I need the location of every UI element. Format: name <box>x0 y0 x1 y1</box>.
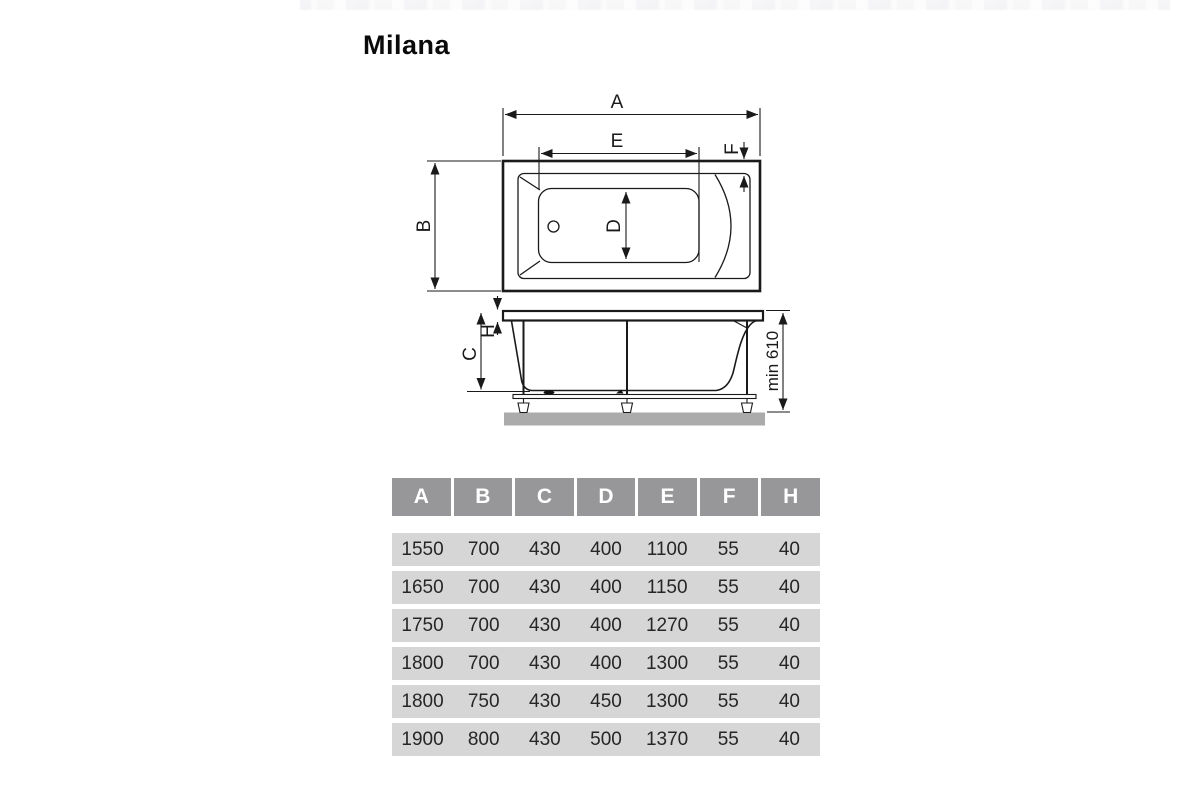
table-cell: 40 <box>778 690 800 712</box>
page-title: Milana <box>363 30 451 60</box>
table-rows <box>392 533 820 756</box>
table-cell: 40 <box>778 614 800 636</box>
table-cell: 1100 <box>646 538 688 560</box>
dim-label-F: F <box>722 143 743 155</box>
table-row <box>392 609 820 642</box>
table-cell: 430 <box>529 538 561 560</box>
tub-profile <box>512 321 758 391</box>
frame-foot-right <box>742 399 753 413</box>
table-cell: 430 <box>529 728 561 750</box>
side-view <box>460 296 790 426</box>
dim-label-B: B <box>414 219 435 233</box>
dimension-table <box>392 478 820 761</box>
dim-label-H: H <box>478 324 499 338</box>
table-cell: 40 <box>778 652 800 674</box>
tub-end-slope-arc <box>715 175 731 278</box>
table-row <box>392 685 820 718</box>
table-cell: 55 <box>717 652 739 674</box>
frame-foot-left <box>518 399 529 413</box>
table-row <box>392 571 820 604</box>
table-cell: 1300 <box>645 690 689 712</box>
table-cell: 430 <box>529 690 561 712</box>
table-cell: 40 <box>778 538 800 560</box>
table-cell: 1800 <box>401 690 444 712</box>
table-cell: 1370 <box>645 728 689 750</box>
table-cell: 55 <box>717 728 739 750</box>
table-cell: 700 <box>467 538 500 560</box>
basin-chamfer-bottom <box>520 261 540 275</box>
floor <box>504 413 765 426</box>
table-row <box>392 533 820 566</box>
bathtub-dimension-diagram <box>400 85 820 435</box>
table-row <box>392 647 820 680</box>
tub-outer-rim <box>503 161 760 291</box>
table-cell: 55 <box>717 538 739 560</box>
table-cell: 1300 <box>645 652 689 674</box>
table-cell: 40 <box>778 576 800 598</box>
rim-bar <box>503 311 763 321</box>
table-cell: 700 <box>467 652 500 674</box>
table-header-cell: A <box>392 478 451 516</box>
table-cell: 1650 <box>401 576 444 598</box>
table-cell: 55 <box>717 614 739 636</box>
table-cell: 55 <box>717 690 739 712</box>
dim-label-D: D <box>604 219 625 233</box>
table-cell: 40 <box>778 728 800 750</box>
table-header-cell: E <box>638 478 697 516</box>
table-cell: 800 <box>467 728 500 750</box>
dim-label-min-height: min 610 <box>763 330 782 392</box>
dim-label-C: C <box>460 347 481 361</box>
basin-chamfer-top <box>520 177 540 190</box>
table-cell: 430 <box>529 614 561 636</box>
table-cell: 700 <box>467 576 500 598</box>
frame-foot-middle <box>622 399 633 413</box>
table-cell: 400 <box>590 538 622 560</box>
table-cell: 55 <box>717 576 739 598</box>
dim-label-E: E <box>610 131 624 152</box>
table-header-cell: B <box>454 478 513 516</box>
table-cell: 400 <box>590 652 622 674</box>
table-cell: 400 <box>590 614 622 636</box>
table-row <box>392 723 820 756</box>
drain-hole <box>548 221 559 232</box>
table-cell: 1550 <box>401 538 444 560</box>
table-cell: 400 <box>590 576 622 598</box>
table-header-cell: D <box>577 478 636 516</box>
cropped-top-text-artifact <box>300 0 1170 10</box>
table-header-cell: F <box>700 478 759 516</box>
table-cell: 1800 <box>401 652 444 674</box>
table-header-cell: C <box>515 478 574 516</box>
table-cell: 700 <box>467 614 500 636</box>
table-cell: 1900 <box>401 728 444 750</box>
table-cell: 1150 <box>646 576 688 598</box>
table-cell: 750 <box>467 690 500 712</box>
dim-label-A: A <box>610 92 624 113</box>
table-cell: 430 <box>529 652 561 674</box>
frame-brace-right <box>734 321 747 328</box>
drain-outlet <box>544 391 555 395</box>
table-cell: 500 <box>590 728 622 750</box>
table-header-cell: H <box>761 478 820 516</box>
table-cell: 1270 <box>645 614 689 636</box>
table-cell: 450 <box>590 690 622 712</box>
top-view <box>414 92 760 291</box>
table-header-row <box>392 478 820 516</box>
frame-bottom-rail <box>513 395 756 399</box>
table-cell: 1750 <box>401 614 444 636</box>
table-cell: 430 <box>529 576 561 598</box>
